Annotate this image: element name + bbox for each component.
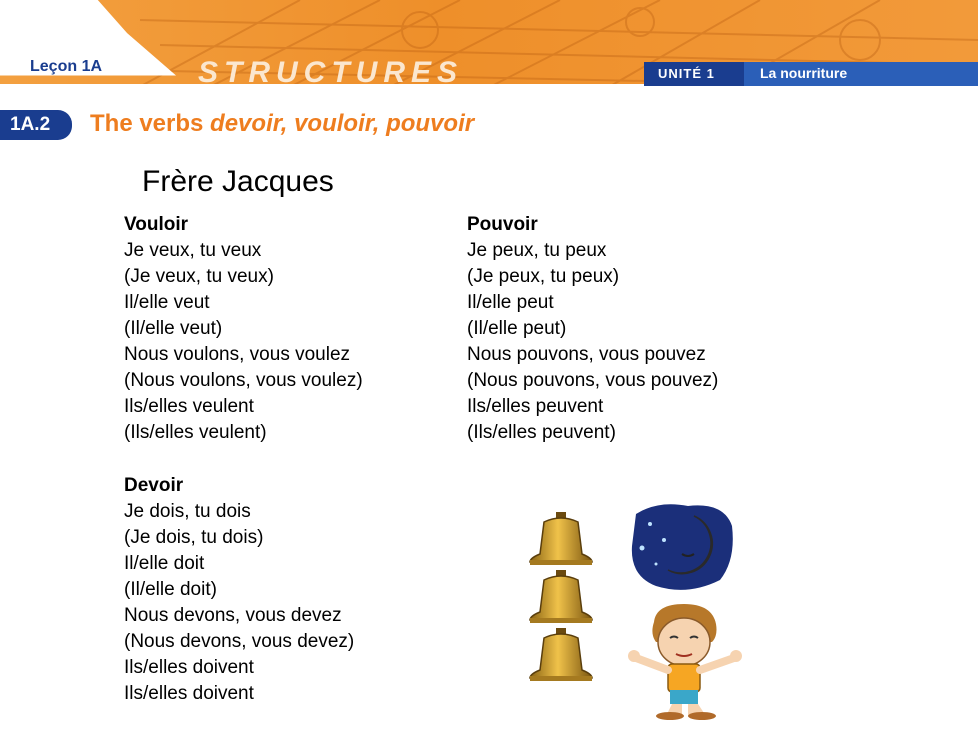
verse-line: (Je dois, tu dois)	[124, 527, 264, 548]
verse-line: (Il/elle doit)	[124, 579, 217, 600]
unit-label: UNITÉ 1	[658, 66, 715, 81]
verse-line: Nous voulons, vous voulez	[124, 344, 351, 365]
verse-heading: Vouloir	[124, 214, 189, 235]
verse-line: (Ils/elles peuvent)	[467, 422, 616, 443]
lesson-label: Leçon 1A	[30, 58, 103, 75]
verse-line: (Nous devons, vous devez)	[124, 631, 355, 652]
verse-pouvoir	[467, 212, 718, 446]
verse-line: Il/elle doit	[124, 553, 205, 574]
bell-icon	[530, 512, 592, 565]
section-title-prefix: The verbs	[90, 110, 211, 137]
verse-line: (Je veux, tu veux)	[124, 266, 274, 287]
verse-line: (Il/elle veut)	[124, 318, 223, 339]
verse-line: (Nous voulons, vous voulez)	[124, 370, 363, 391]
section-banner-title: STRUCTURES	[198, 56, 464, 89]
verse-line: Nous pouvons, vous pouvez	[467, 344, 706, 365]
verse-line: Nous devons, vous devez	[124, 605, 342, 626]
verse-line: (Il/elle peut)	[467, 318, 567, 339]
verse-line: Ils/elles peuvent	[467, 396, 604, 417]
verse-line: Ils/elles doivent	[124, 683, 254, 704]
section-number: 1A.2	[10, 114, 51, 135]
bell-icon	[530, 628, 592, 681]
verse-line: Je peux, tu peux	[467, 240, 607, 261]
section-title	[90, 110, 474, 138]
verse-vouloir	[124, 212, 363, 446]
verse-devoir	[124, 473, 354, 707]
verse-line: Il/elle veut	[124, 292, 210, 313]
header-banner	[0, 0, 978, 92]
verse-line: (Je peux, tu peux)	[467, 266, 620, 287]
verse-line: Ils/elles veulent	[124, 396, 254, 417]
moon-icon	[628, 500, 736, 592]
verse-heading: Pouvoir	[467, 214, 538, 235]
verse-line: Il/elle peut	[467, 292, 554, 313]
section-number-badge	[0, 110, 72, 140]
bell-icon	[530, 570, 592, 623]
verse-line: Je veux, tu veux	[124, 240, 262, 261]
bells-icon	[526, 510, 596, 686]
section-title-verbs: devoir, vouloir, pouvoir	[210, 110, 475, 137]
verse-line: (Nous pouvons, vous pouvez)	[467, 370, 719, 391]
unit-topic-bar	[744, 62, 978, 86]
unit-topic: La nourriture	[760, 65, 848, 81]
song-title: Frère Jacques	[142, 165, 334, 198]
verse-line: Je dois, tu dois	[124, 501, 251, 522]
verse-line: (Ils/elles veulent)	[124, 422, 267, 443]
unit-badge	[644, 62, 744, 86]
child-icon	[626, 602, 744, 720]
verse-heading: Devoir	[124, 475, 184, 496]
verse-line: Ils/elles doivent	[124, 657, 254, 678]
